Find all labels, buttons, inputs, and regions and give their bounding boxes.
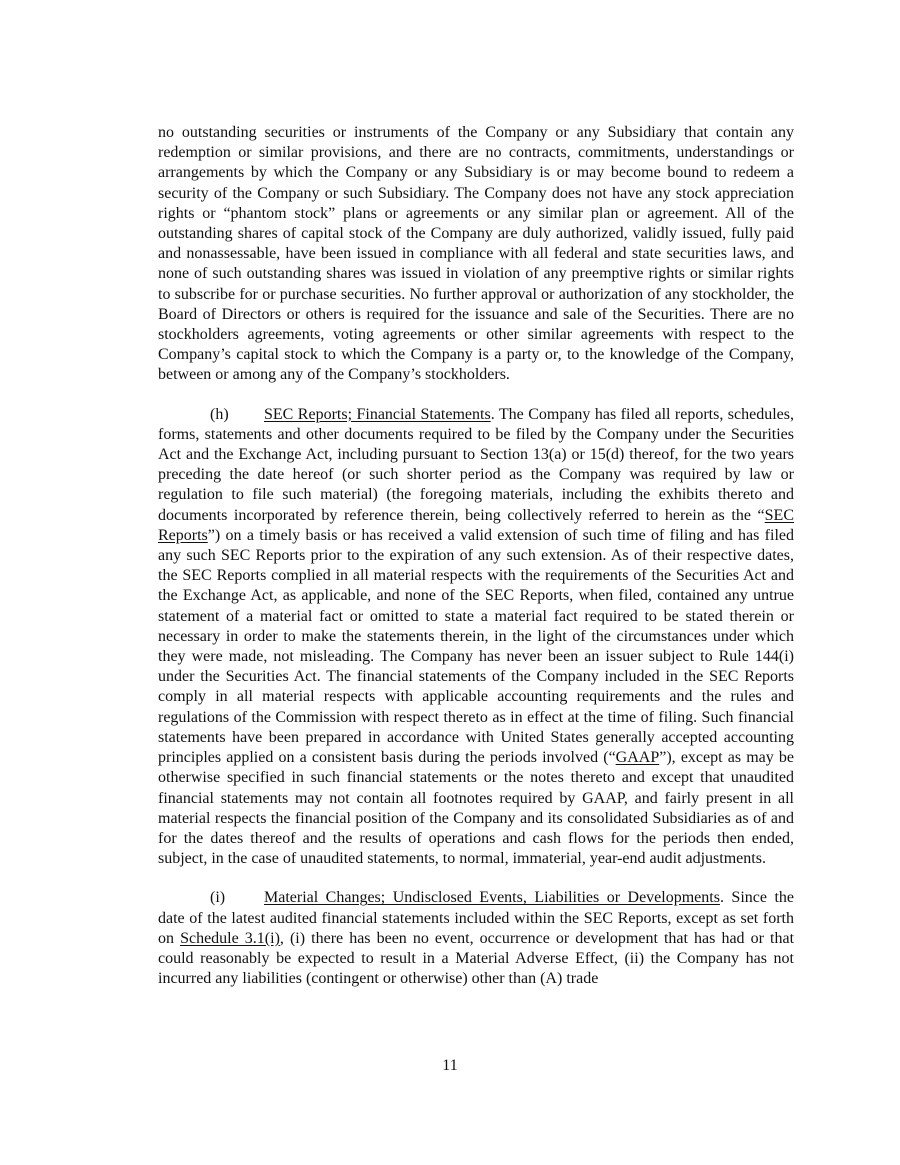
section-h-heading: SEC Reports; Financial Statements [264, 405, 491, 423]
document-body [158, 123, 794, 989]
section-i-text-2: , (i) there has been no event, occurrence or development that has had or that could reasonably be expected to result in a Material Adverse Effect, (ii) the Company has not incurred any liabilities (contingent or otherwise) other than (A) trade [158, 929, 795, 988]
section-h-text-3: ”), except as may be otherwise specified in such financial statements or the notes thereto and except that unaudited financial statements may not contain all footnotes required by GAAP, and fairly present in all material respects the financial position of the Company and its consolidated Subsidiaries as of and for the dates thereof and the results of operations and cash flows for the periods then ended, subject, in the case of unaudited statements, to normal, immaterial, year-end audit adjustments. [158, 749, 795, 868]
schedule-reference: Schedule 3.1(i) [180, 929, 280, 947]
page-number: 11 [442, 1057, 458, 1074]
section-h-text-1: . The Company has filed all reports, schedules, forms, statements and other documents required to be filed by the Company under the Securities Act and the Exchange Act, including pursuant to Section 13(a) or 15(d) thereof, for the two years preceding the date hereof (or such shorter period as the Company was required by law or regulation to file such material) (the foregoing materials, including the exhibits thereto and documents incorporated by reference therein, being collectively referred to herein as the “ [158, 405, 795, 524]
section-i-heading: Material Changes; Undisclosed Events, Liabilities or Developments [264, 889, 720, 907]
paragraph-g-continuation: no outstanding securities or instruments of the Company or any Subsidiary that contain any redemption or similar provisions, and there are no contracts, commitments, understandings or arrangements by which the Company or any Subsidiary is or may become bound to redeem a security of the Company or such Subsidiary. The Company does not have any stock appreciation rights or “phantom stock” plans or agreements or any similar plan or agreement. All of the outstanding shares of capital stock of the Company are duly authorized, validly issued, fully paid and nonassessable, have been issued in compliance with all federal and state securities laws, and none of such outstanding shares was issued in violation of any preemptive rights or similar rights to subscribe for or purchase securities. No further approval or authorization of any stockholder, the Board of Directors or others is required for the issuance and sale of the Securities. There are no stockholders agreements, voting agreements or other similar agreements with respect to the Company’s capital stock to which the Company is a party or, to the knowledge of the Company, between or among any of the Company’s stockholders. [158, 124, 794, 384]
defined-term-sec-reports: SEC Reports [158, 506, 794, 544]
section-h-text-2: ”) on a timely basis or has received a valid extension of such time of filing and has filed any such SEC Reports prior to the expiration of any such extension. As of their respective dates, the SEC Reports complied in all material respects with the requirements of the Securities Act and the Exchange Act, as applicable, and none of the SEC Reports, when filed, contained any untrue statement of a material fact or omitted to state a material fact required to be stated therein or necessary in order to make the statements therein, in the light of the circumstances under which they were made, not misleading. The Company has never been an issuer subject to Rule 144(i) under the Securities Act. The financial statements of the Company included in the SEC Reports comply in all material respects with applicable accounting requirements and the rules and regulations of the Commission with respect thereto as in effect at the time of filing. Such financial statements have been prepared in accordance with United States generally accepted accounting principles applied on a consistent basis during the periods involved (“ [158, 526, 794, 767]
section-i-paragraph [158, 888, 794, 989]
section-i-label: (i) [210, 889, 226, 907]
defined-term-gaap: GAAP [615, 749, 660, 767]
section-h-label: (h) [210, 405, 229, 423]
section-h-paragraph [158, 405, 794, 870]
section-i-text-1: . Since the date of the latest audited financial statements included within the SEC Reports, except as set forth on [158, 889, 795, 947]
